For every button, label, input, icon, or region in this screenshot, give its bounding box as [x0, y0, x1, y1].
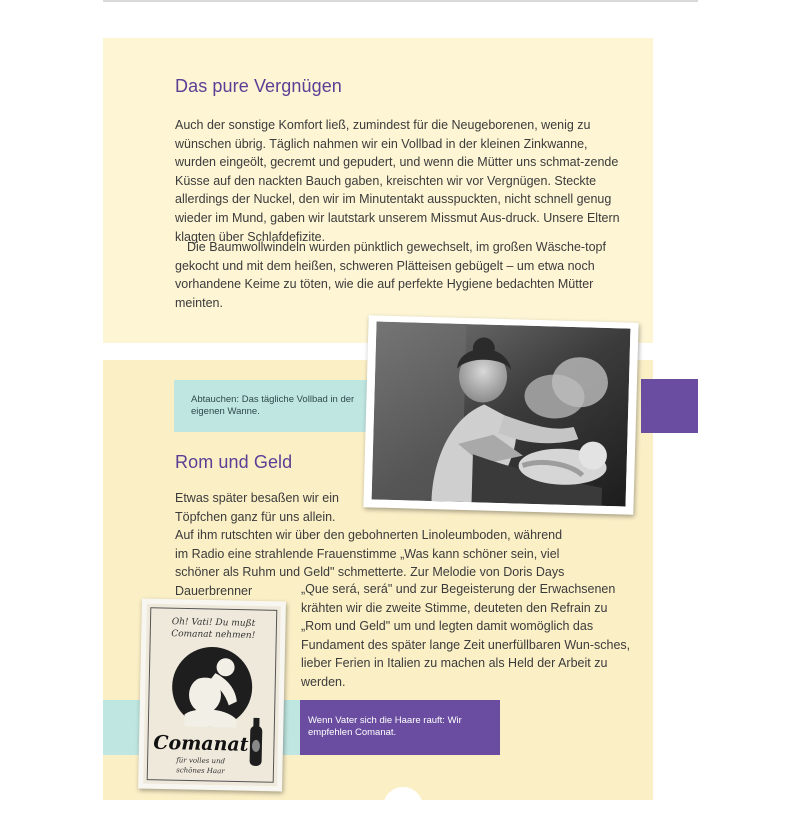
body-paragraph: Auf ihm rutschten wir über den gebohnerten Linoleumboden, während im Radio eine strahlende Frauenstimme „Was kann schöner sein, viel schöner als Ruhm und Geld" schmetterte. Zur Melodie von Doris Days Dauerbrenner	[175, 528, 565, 598]
top-rule	[103, 0, 698, 2]
ad-caption: Wenn Vater sich die Haare rauft: Wir empfehlen Comanat.	[308, 715, 462, 738]
comanat-advertisement	[138, 599, 286, 792]
body-paragraph: Auch der sonstige Komfort ließ, zumindest für die Neugeborenen, wenig zu wünschen übrig. Täglich nahmen wir ein Vollbad in der kleinen Zinkwanne, wurden eingeölt, gecremt und gepudert, und wenn die Mütter uns schmat-zende Küsse auf den nackten Bauch gaben, kreischten wir vor Vergnügen. Steckte allerdings der Nuckel, den wir im Minutentakt ausspuckten, nicht schnell genug wieder im Mund, gaben wir lautstark unserem Missmut Aus-druck. Unsere Eltern klagten über Schlafdefizite.	[175, 118, 620, 244]
photo-caption-box	[174, 380, 374, 432]
photo-caption: Abtauchen: Das tägliche Vollbad in der eigenen Wanne.	[191, 394, 355, 417]
section-heading-vergnuegen: Das pure Vergnügen	[175, 76, 342, 96]
ad-tagline-2: schönes Haar	[176, 766, 225, 776]
comanat-ad-illustration	[143, 604, 281, 787]
ad-slogan-1: Oh! Vati! Du mußt	[171, 617, 256, 629]
photo-mother-bathing-baby	[372, 321, 631, 506]
ad-brand: Comanat	[153, 731, 249, 756]
ad-slogan-2: Comanat nehmen!	[171, 629, 256, 641]
body-paragraph: „Que será, será" und zur Begeisterung der Erwachsenen krähten wir die zweite Stimme, deuteten den Refrain zu „Rom und Geld" um und legten damit womöglich das Fundament des später lange Zeit unerfüllbaren Wun-sches, lieber Ferien in Italien zu machen als Held der Arbeit zu werden.	[301, 582, 631, 689]
body-paragraph: Etwas später besaßen wir ein Töpfchen ganz für uns allein.	[175, 491, 339, 524]
page-marker-circle	[383, 787, 423, 827]
ad-tagline-1: für volles und	[176, 756, 226, 766]
body-paragraph: Die Baumwollwindeln wurden pünktlich gewechselt, im großen Wäsche-topf gekocht und mit dem heißen, schweren Plätteisen gebügelt – um etwa noch vorhandene Keime zu töten, wie die auf perfekte Hygiene bedachten Mütter meinten.	[175, 240, 606, 310]
ad-caption-box	[300, 700, 500, 755]
section-heading-rom-und-geld: Rom und Geld	[175, 452, 293, 472]
photo-bath	[363, 315, 638, 514]
decorative-purple-bar	[641, 379, 698, 433]
